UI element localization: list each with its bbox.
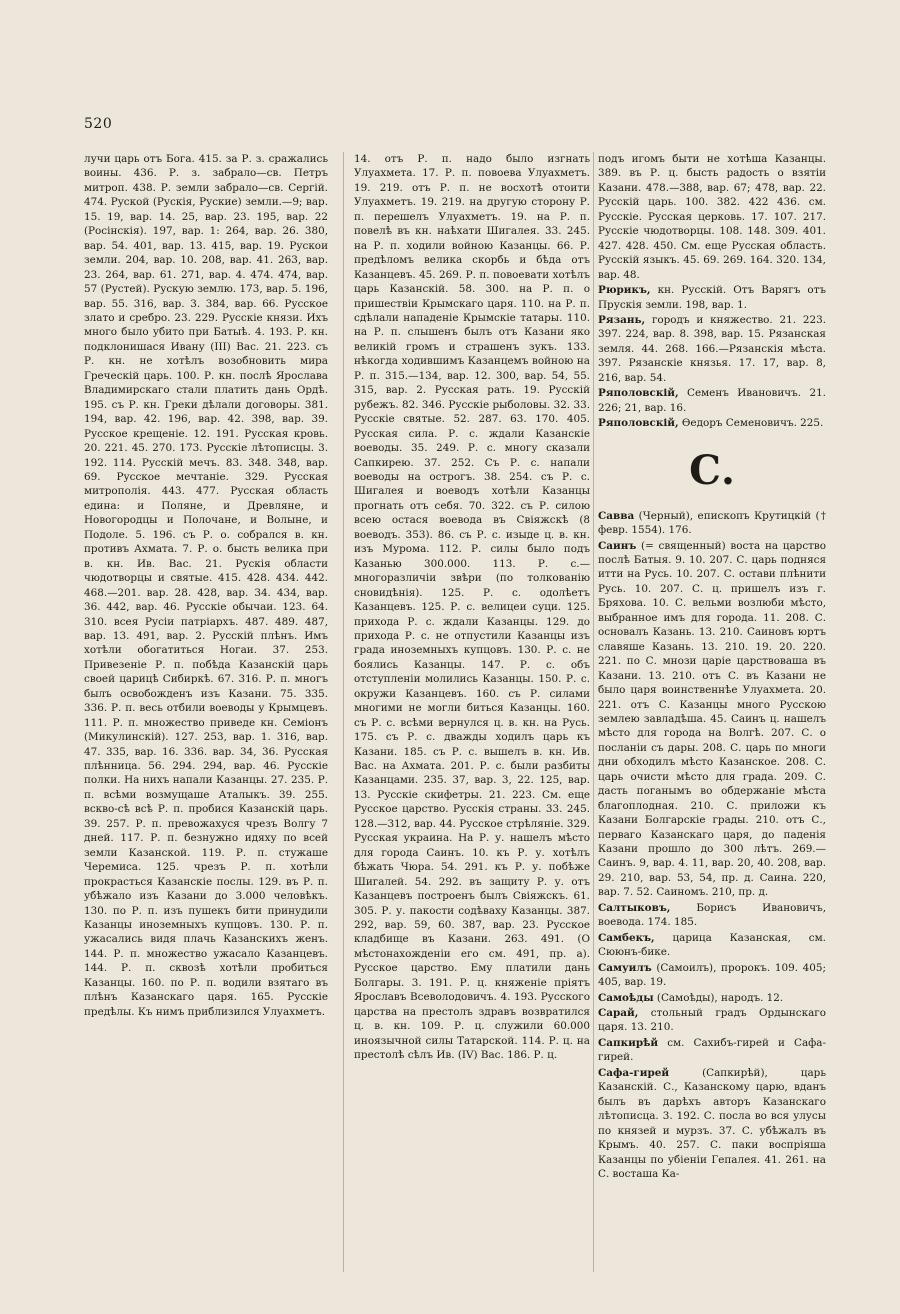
entry-headword: Сарай, bbox=[598, 1007, 639, 1020]
index-column-2 bbox=[354, 152, 590, 1063]
entry-text: Борисъ Ивановичъ, воевода. 174. 185. bbox=[598, 901, 826, 929]
index-text: лучи царь отъ Бога. 415. за Р. з. сражались воины. 436. Р. з. забрало—св. Петръ митроп. 438. Р. земли забрало—св. Сергій. 474. Руской (Рускія, Руские) земли.—9; вар. 15. 19, вар. 14. 25, вар. 23. 195, вар. 22 (Росінскія). 197, вар. 1: 264, вар. 26. 380, вар. 54. 401, вар. 13. 415, вар. 19. Рускои земли. 204, вар. 10. 208, вар. 41. 263, вар. 23. 264, вар. 61. 271, вар. 4. 474. 474, вар. 57 (Рустей). Рускую землю. 173, вар. 5. 196, вар. 55. 316, вар. 3. 384, вар. 66. Русское злато и сребро. 23. 229. Русскіе князи. Ихъ много было убито при Батыѣ. 4. 193. Р. кн. подклонишася Ивану (III) Вас. 21. 223. съ Р. кн. не хотѣлъ возобновить мира Греческій царь. 100. Р. кн. послѣ Ярослава Владимирскаго стали платить дань Ордѣ. 195. съ Р. кн. Греки дѣлали договоры. 381. 194, вар. 42. 196, вар. 42. 398, вар. 39. Русское крещеніе. 12. 191. Русская кровь. 20. 221. 45. 270. 173. Русскіе лѣтописцы. 3. 192. 114. Русскій мечъ. 83. 348. 348, вар. 69. Русское мечтаніе. 329. Русская митрополія. 443. 477. Русская область едина: и Поляне, и Древляне, и Новогородцы и Полочане, и Волыне, и Подоле. 5. 196. съ Р. о. собрался в. кн. противъ Ахмата. 7. Р. о. бысть велика при в. кн. Ив. Вас. 21. Рускія области чюдотворцы и святые. 415. 428. 434. 442. 468.—201. вар. 28. 428, вар. 34. 434, вар. 36. 442, вар. 46. Русскіе обычаи. 123. 64. 310. всея Русіи патріархъ. 487. 489. 487, вар. 13. 491, вар. 2. Русскій плѣнъ. Имъ хотѣли обогатиться Ногаи. 37. 253. Привезеніе Р. п. побѣда Казанскій царь своей царицѣ Сибиркѣ. 67. 316. Р. п. многъ былъ освобожденъ изъ Казани. 75. 335. 336. Р. п. весь отбили воеводы у Крымцевъ. 111. Р. п. множество приведе кн. Семіонъ (Микулинскій). 127. 253, вар. 1. 316, вар. 47. 335, вар. 16. 336. вар. 34, 36. Русская плѣнница. 56. 294. 294, вар. 46. Русскіе полки. На нихъ напали Казанцы. 27. 235. Р. п. всѣми возмущаше Аталыкъ. 39. 255. вскво-сѣ всѣ Р. п. пробися Казанскій царь. 39. 257. Р. п. превожахуся чрезъ Волгу 7 дней. 117. Р. п. безнужно идяху по всей земли Казанской. 119. Р. п. стужаше Черемиса. 125. чрезъ Р. п. хотѣли прокрасться Казанскіе послы. 129. въ Р. п. убѣжало изъ Казани до 3.000 человѣкъ. 130. по Р. п. изъ пушекъ бити принудили Казанцы иноземныхъ купцовъ. 130. Р. п. ужасались видя плачь Казанскихъ женъ. 144. Р. п. множество ужасало Казанцевъ. 144. Р. п. сквозѣ хотѣли пробиться Казанцы. 160. по Р. п. водили взятаго въ плѣнъ Казанскаго царя. 165. Русскіе предѣлы. Къ нимъ приблизился Улуахметъ. bbox=[84, 153, 328, 1018]
entry-headword: Самуилъ bbox=[598, 961, 652, 974]
index-entry bbox=[598, 901, 826, 930]
index-entry bbox=[598, 961, 826, 990]
entry-headword: Савва bbox=[598, 509, 635, 522]
entry-headword: Ряполовскій, bbox=[598, 417, 679, 430]
index-entry bbox=[598, 313, 826, 385]
entry-headword: Самбекъ, bbox=[598, 931, 655, 944]
index-text: 14. отъ Р. п. надо было изгнать Улуахмета. 17. Р. п. повоева Улуахметъ. 19. 219. отъ Р. п. не восхотѣ отоити Улуахметъ. 19. 219. на другую сторону Р. п. перешелъ Улуахметъ. 19. на Р. п. повелѣ въ кн. наѣхати Шигалея. 33. 245. на Р. п. ходили войною Казанцы. 66. Р. предѣломъ велика скорбь и бѣда отъ Казанцевъ. 45. 269. Р. п. повоевати хотѣлъ царь Казанскій. 58. 300. на Р. п. о пришествіи Крымскаго царя. 110. на Р. п. сдѣлали нападеніе Крымскіе татары. 110. на Р. п. слышенъ былъ отъ Казани яко великій громъ и страшенъ зукъ. 133. нѣкогда ходившимъ Казанцемъ войною на Р. п. 315.—134, вар. 12. 300, вар. 54, 55. 315, вар. 2. Русская рать. 19. Русскій рубежъ. 82. 346. Русскіе рыболовы. 32. 33. Русскіе святые. 52. 287. 63. 170. 405. Русская сила. Р. с. ждали Казанскіе воеводы. 35. 249. Р. с. многу сказали Сапкирею. 37. 252. Съ Р. с. напали воеводы на острогъ. 38. 254. съ Р. с. Шигалея и воеводъ хотѣли Казанцы прогнать отъ себя. 70. 322. съ Р. силою всею остася воевода въ Свіяжскѣ (8 воеводъ. 353). 86. съ Р. с. изыде ц. в. кн. изъ Мурома. 112. Р. силы было подъ Казанью 300.000. 113. Р. с.—многоразличіи звѣри (по толкованію сновидѣнія). 125. Р. с. одолѣетъ Казанцевъ. 125. Р. с. велицеи суци. 125. прихода Р. с. ждали Казанцы. 129. до прихода Р. с. не отпустили Казанцы изъ града иноземныхъ купцовъ. 130. Р. с. не боялись Казанцы. 147. Р. с. объ отступленіи молились Казанцы. 150. Р. с. окружи Казанцевъ. 160. съ Р. силами многими не могли биться Казанцы. 160. съ Р. с. всѣми вернулся ц. в. кн. на Русь. 175. съ Р. с. дважды ходилъ царь къ Казани. 185. съ Р. с. вышелъ в. кн. Ив. Вас. на Ахмата. 201. Р. с. были разбиты Казанцами. 235. 37, вар. 3, 22. 125, вар. 13. Русскіе скифетры. 21. 223. См. еще Русское царство. Русскія страны. 33. 245. 128.—312, вар. 44. Русское стрѣляніе. 329. Русская украина. На Р. у. нашелъ мѣсто для города Саинъ. 10. къ Р. у. хотѣлъ бѣжать Чюра. 54. 291. къ Р. у. побѣже Шигалей. 54. 292. въ защиту Р. у. отъ Казанцевъ построенъ былъ Свіяжскъ. 61. 305. Р. у. пакости содѣваху Казанцы. 387. 292, вар. 59, 60. 387, вар. 23. Русское кладбище въ Казани. 263. 491. (О мѣстонахожденіи его см. 491, пр. а). Русское царство. Ему платили дань Болгары. 3. 191. Р. ц. княженіе пріятъ Ярославъ Всеволодовичъ. 4. 193. Русского царства на престолъ здравъ возвратился ц. в. кн. 109. Р. ц. служили 60.000 иноязычной силы Татарской. 114. Р. ц. на престолѣ сѣлъ Ив. (IV) Вас. 186. Р. ц. bbox=[354, 153, 590, 1062]
entry-headword: Саинъ bbox=[598, 539, 637, 552]
index-entry bbox=[598, 1006, 826, 1035]
column-divider bbox=[593, 152, 594, 1272]
entry-text: (Черный), епископъ Крутицкій († февр. 1554). 176. bbox=[598, 509, 826, 537]
entry-text: см. Сахибъ-гирей и Сафа-гирей. bbox=[598, 1036, 826, 1064]
index-column-3 bbox=[598, 152, 826, 1182]
entry-headword: Сапкирѣй bbox=[598, 1036, 659, 1049]
entry-headword: Рязань, bbox=[598, 313, 646, 326]
index-entry bbox=[598, 931, 826, 960]
entry-headword: Сафа-гирей bbox=[598, 1066, 670, 1079]
entry-text: стольный градъ Ордынскаго царя. 13. 210. bbox=[598, 1007, 826, 1034]
entry-text: Семенъ Ивановичъ. 21. 226; 21, вар. 16. bbox=[598, 387, 826, 414]
column-divider bbox=[343, 152, 344, 1272]
index-column-1 bbox=[84, 152, 328, 1019]
index-entry bbox=[598, 386, 826, 415]
entry-headword: Салтыковъ, bbox=[598, 901, 671, 914]
entry-text: (= священный) воста на царство послѣ Батыя. 9. 10. 207. С. царь подняся итти на Русь. 10. 207. С. остави плѣнити Русь. 10. 207. С. ц. пришелъ изъ г. Бряхова. 10. С. вельми возлюби мѣсто, выбранное имъ для города. 11. 208. С. основалъ Казань. 13. 210. Саиновъ юртъ славяше Казань. 13. 210. 19. 20. 220. 221. по С. мнози царіе царствоваша въ Казани. 13. 210. отъ С. въ Казани не было царя воинственнѣе Улуахмета. 20. 221. отъ С. Казанцы много Русскою землею завладѣша. 45. Саинъ ц. нашелъ мѣсто для города на Волгѣ. 207. С. о посланіи съ дары. 208. С. царь по многи дни обходилъ мѣсто Казанское. 208. С. царь очисти мѣсто для града. 209. С. дасть поганымъ во обдержаніе мѣста благоплодная. 210. С. приложи къ Казани Болгарскіе грады. 210. отъ С., перваго Казанскаго царя, до паденія Казани прошло до 300 лѣтъ. 269.—Саинъ. 9, вар. 4. 11, вар. 20, 40. 208, вар. 29. 210, вар. 53, 54, пр. д. Саина. 220, вар. 7. 52. Саиномъ. 210, пр. д. bbox=[598, 539, 826, 899]
entry-headword: Рюрикъ, bbox=[598, 284, 651, 297]
entry-text: (Сапкирѣй), царь Казанскій. С., Казанскому царю, вданъ былъ въ дарѣхъ авторъ Казанскаго лѣтописца. 3. 192. С. посла во вся улусы по князей и мурзъ. 37. С. убѣжалъ въ Крымъ. 40. 257. С. паки воспріяша Казанцы по убіеніи Гепалея. 41. 261. на С. восташа Ка- bbox=[598, 1066, 826, 1180]
entry-text: (Самоѣды), народъ. 12. bbox=[653, 991, 784, 1004]
index-entry bbox=[598, 1066, 826, 1182]
index-entry bbox=[598, 416, 826, 430]
page-number: 520 bbox=[84, 116, 113, 132]
index-entry bbox=[598, 283, 826, 312]
index-entry bbox=[598, 991, 826, 1005]
entry-text: (Самоилъ), пророкъ. 109. 405; 405, вар. 19. bbox=[598, 961, 826, 989]
index-entry bbox=[598, 539, 826, 900]
index-entry bbox=[598, 1036, 826, 1065]
entry-text: Ѳедоръ Семеновичъ. 225. bbox=[678, 417, 824, 430]
index-text: подъ игомъ быти не хотѣша Казанцы. 389. въ Р. ц. бысть радость о взятіи Казани. 478.—388, вар. 67; 478, вар. 22. Русскій царь. 100. 382. 422 436. см. Русскіе. Русская церковь. 17. 107. 217. Русскіе чюдотворцы. 108. 148. 309. 401. 427. 428. 450. См. еще Русская область. Русскій языкъ. 45. 69. 269. 164. 320. 134, вар. 48. bbox=[598, 153, 826, 281]
entry-text: царица Казанская, см. Сююнъ-бике. bbox=[598, 931, 826, 959]
entry-text: кн. Русскій. Отъ Варягъ отъ Прускія земли. 198, вар. 1. bbox=[598, 284, 826, 311]
entry-headword: Самоѣды bbox=[598, 991, 654, 1004]
section-letter: С. bbox=[689, 446, 735, 494]
entry-text: городъ и княжество. 21. 223. 397. 224, вар. 8. 398, вар. 15. Рязанская земля. 44. 268. 166.—Рязанскія мѣста. 397. Рязанскіе князья. 17. 17, вар. 8, 216, вар. 54. bbox=[598, 313, 826, 384]
index-entry bbox=[598, 509, 826, 538]
entry-headword: Ряполовскій, bbox=[598, 387, 679, 400]
